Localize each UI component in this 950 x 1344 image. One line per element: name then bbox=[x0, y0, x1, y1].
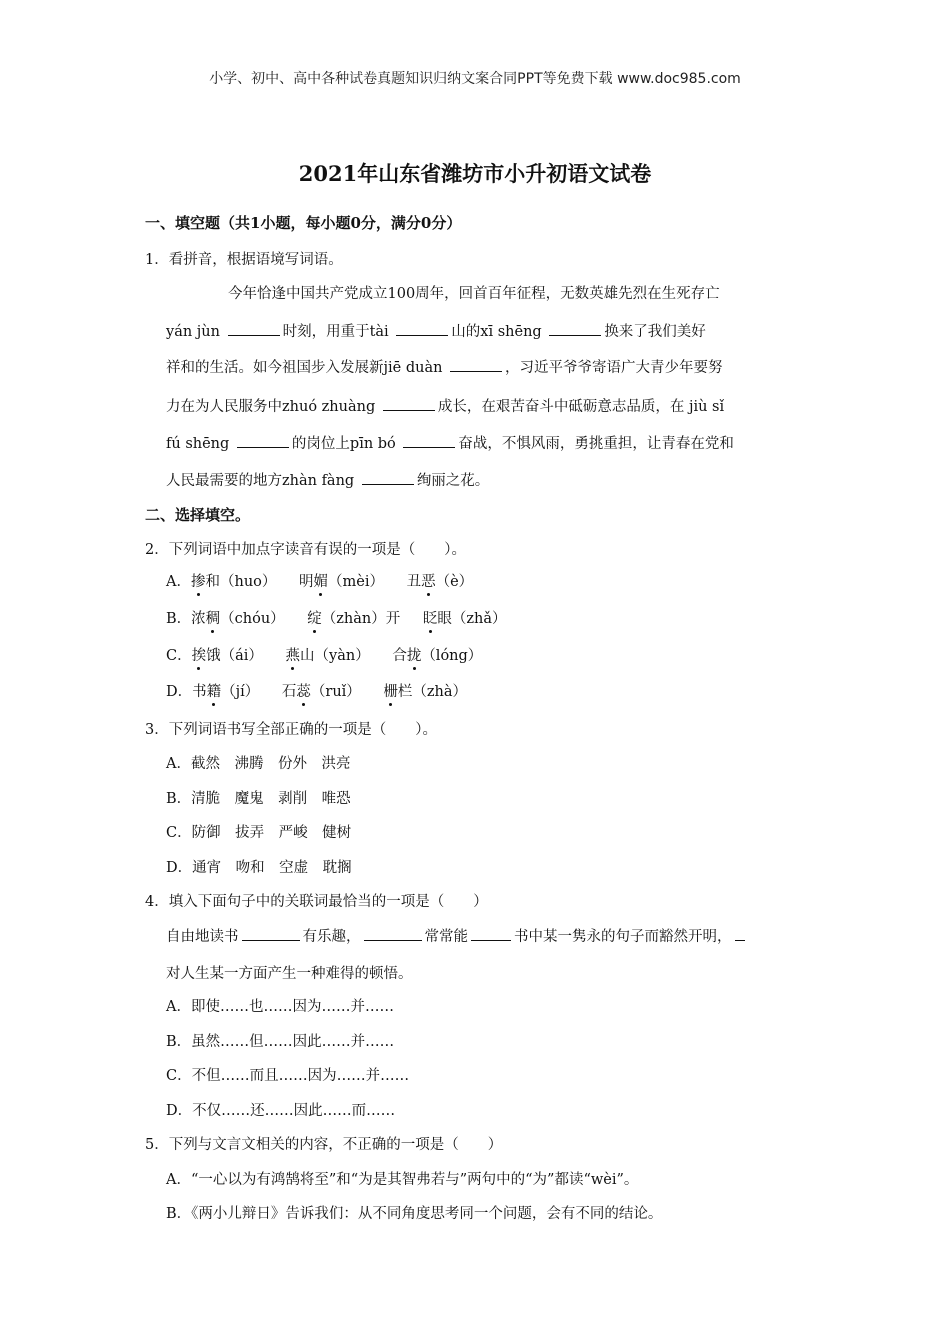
q3-option-d[interactable]: D．通宵 吻和 空虚 耽搁 bbox=[166, 860, 352, 876]
question-3-prompt: 3．下列词语书写全部正确的一项是（ ）。 bbox=[145, 722, 437, 738]
section-1-heading: 一、填空题（共1小题，每小题0分，满分0分） bbox=[145, 214, 462, 232]
q4-sentence-line-1: 自由地读书 有乐趣， 常常能 书中某一隽永的句子而豁然开明， bbox=[166, 925, 748, 946]
question-5-prompt: 5．下列与文言文相关的内容，不正确的一项是（ ） bbox=[145, 1137, 503, 1153]
q1-line-5: fú shēng 的岗位上pīn bó 奋战，不惧风雨，勇挑重担，让青春在党和 bbox=[166, 436, 734, 452]
q3-option-c[interactable]: C．防御 拔弄 严峻 健树 bbox=[166, 825, 352, 841]
answer-blank[interactable] bbox=[471, 939, 511, 941]
question-4-prompt: 4．填入下面句子中的关联词最恰当的一项是（ ） bbox=[145, 894, 488, 910]
q3-option-a[interactable]: A．截然 沸腾 份外 洪亮 bbox=[166, 756, 351, 772]
q4-option-b[interactable]: B．虽然……但……因此……并…… bbox=[166, 1034, 395, 1050]
q1-line-6: 人民最需要的地方zhàn fàng 绚丽之花。 bbox=[166, 473, 490, 489]
q3-option-b[interactable]: B．清脆 魔鬼 剥削 唯恐 bbox=[166, 791, 351, 807]
q2-option-b[interactable]: B．浓稠（chóu） 绽（zhàn）开 眨眼（zhǎ） bbox=[166, 611, 507, 627]
q4-option-d[interactable]: D．不仅……还……因此……而…… bbox=[166, 1103, 396, 1119]
page-header: 小学、初中、高中各种试卷真题知识归纳文案合同PPT等免费下载 www.doc985.com bbox=[209, 71, 741, 87]
q5-option-a[interactable]: A．“一心以为有鸿鹄将至”和“为是其智弗若与”两句中的“为”都读“wèi”。 bbox=[166, 1172, 639, 1188]
q4-option-c[interactable]: C．不但……而且……因为……并…… bbox=[166, 1068, 410, 1084]
q2-option-a[interactable]: A．掺和（huo） 明媚（mèi） 丑恶（è） bbox=[166, 574, 474, 590]
answer-blank[interactable] bbox=[362, 483, 414, 485]
q4-option-a[interactable]: A．即使……也……因为……并…… bbox=[166, 999, 394, 1015]
answer-blank[interactable] bbox=[403, 446, 455, 448]
page-title: 2021年山东省潍坊市小升初语文试卷 bbox=[298, 161, 652, 186]
q1-line-2: yán jùn 时刻，用重于tài 山的xī shēng 换来了我们美好 bbox=[166, 324, 706, 340]
answer-blank[interactable] bbox=[450, 370, 502, 372]
q5-option-b[interactable]: B．《两小儿辩日》告诉我们：从不同角度思考同一个问题，会有不同的结论。 bbox=[166, 1206, 663, 1222]
pinyin: yán jùn bbox=[166, 324, 220, 340]
section-2-heading: 二、选择填空。 bbox=[145, 506, 251, 524]
answer-blank[interactable] bbox=[364, 939, 422, 941]
answer-blank[interactable] bbox=[549, 334, 601, 336]
q4-sentence-line-2: 对人生某一方面产生一种难得的顿悟。 bbox=[166, 966, 413, 982]
q1-line-4: 力在为人民服务中zhuó zhuàng 成长，在艰苦奋斗中砥砺意志品质，在 jiù sǐ bbox=[166, 399, 725, 415]
answer-blank[interactable] bbox=[242, 939, 300, 941]
answer-blank[interactable] bbox=[228, 334, 280, 336]
question-2-prompt: 2．下列词语中加点字读音有误的一项是（ ）。 bbox=[145, 542, 466, 558]
q1-line-3: 祥和的生活。如今祖国步入发展新jiē duàn ，习近平爷爷寄语广大青少年要努 bbox=[166, 360, 723, 376]
q1-line-1: 今年恰逢中国共产党成立100周年，回首百年征程，无数英雄先烈在生死存亡 bbox=[228, 286, 720, 302]
answer-blank[interactable] bbox=[735, 939, 745, 941]
q2-option-d[interactable]: D．书籍（jí） 石蕊（ruǐ） 栅栏（zhà） bbox=[166, 684, 468, 700]
q2-option-c[interactable]: C．挨饿（ái） 燕山（yàn） 合拢（lóng） bbox=[166, 648, 483, 664]
answer-blank[interactable] bbox=[396, 334, 448, 336]
answer-blank[interactable] bbox=[383, 409, 435, 411]
question-1-prompt: 1．看拼音，根据语境写词语。 bbox=[145, 252, 343, 268]
answer-blank[interactable] bbox=[237, 446, 289, 448]
